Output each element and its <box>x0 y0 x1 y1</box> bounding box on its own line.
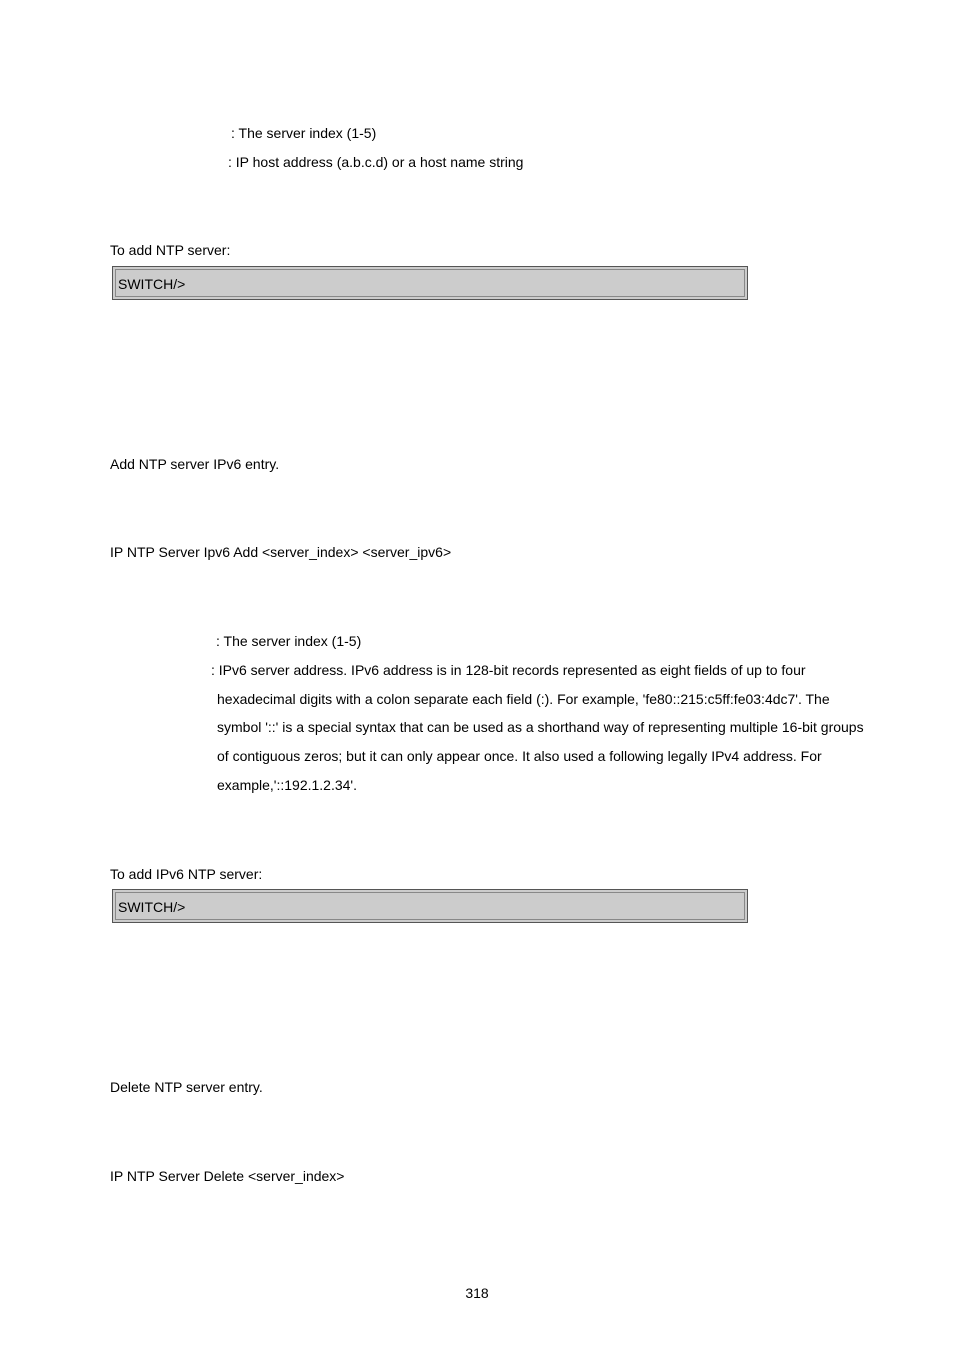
ipv6-add-syntax: IP NTP Server Ipv6 Add <server_index> <server_ipv6> <box>110 544 452 560</box>
page-number: 318 <box>465 1285 489 1301</box>
delete-syntax: IP NTP Server Delete <server_index> <box>110 1168 345 1184</box>
ipv6-address-param-line-3: symbol '::' is a special syntax that can be used as a shorthand way of representing multiple 16-bit groups <box>217 719 864 735</box>
server-index-param-desc: : The server index (1-5) <box>231 125 377 141</box>
ipv6-address-param-line-1: : IPv6 server address. IPv6 address is in 128-bit records represented as eight fields of up to four <box>211 662 806 678</box>
ipv6-address-param-line-5: example,'::192.1.2.34'. <box>217 777 357 793</box>
ipv6-address-param-line-4: of contiguous zeros; but it can only appear once. It also used a following legally IPv4 address. For <box>217 748 822 764</box>
delete-description: Delete NTP server entry. <box>110 1079 263 1095</box>
add-ntp-command-box <box>112 266 748 300</box>
add-ntp-example-intro: To add NTP server: <box>110 242 231 258</box>
ipv6-add-command-box <box>112 889 748 923</box>
ipv6-server-index-param-desc: : The server index (1-5) <box>216 633 362 649</box>
add-ntp-command-text: SWITCH/> <box>118 276 186 292</box>
server-ip-param-desc: : IP host address (a.b.c.d) or a host name string <box>228 154 524 170</box>
ipv6-add-command-text: SWITCH/> <box>118 899 186 915</box>
ipv6-add-description: Add NTP server IPv6 entry. <box>110 456 280 472</box>
ipv6-address-param-line-2: hexadecimal digits with a colon separate each field (:). For example, 'fe80::215:c5ff:fe03:4dc7'. The <box>217 691 830 707</box>
ipv6-add-example-intro: To add IPv6 NTP server: <box>110 866 263 882</box>
